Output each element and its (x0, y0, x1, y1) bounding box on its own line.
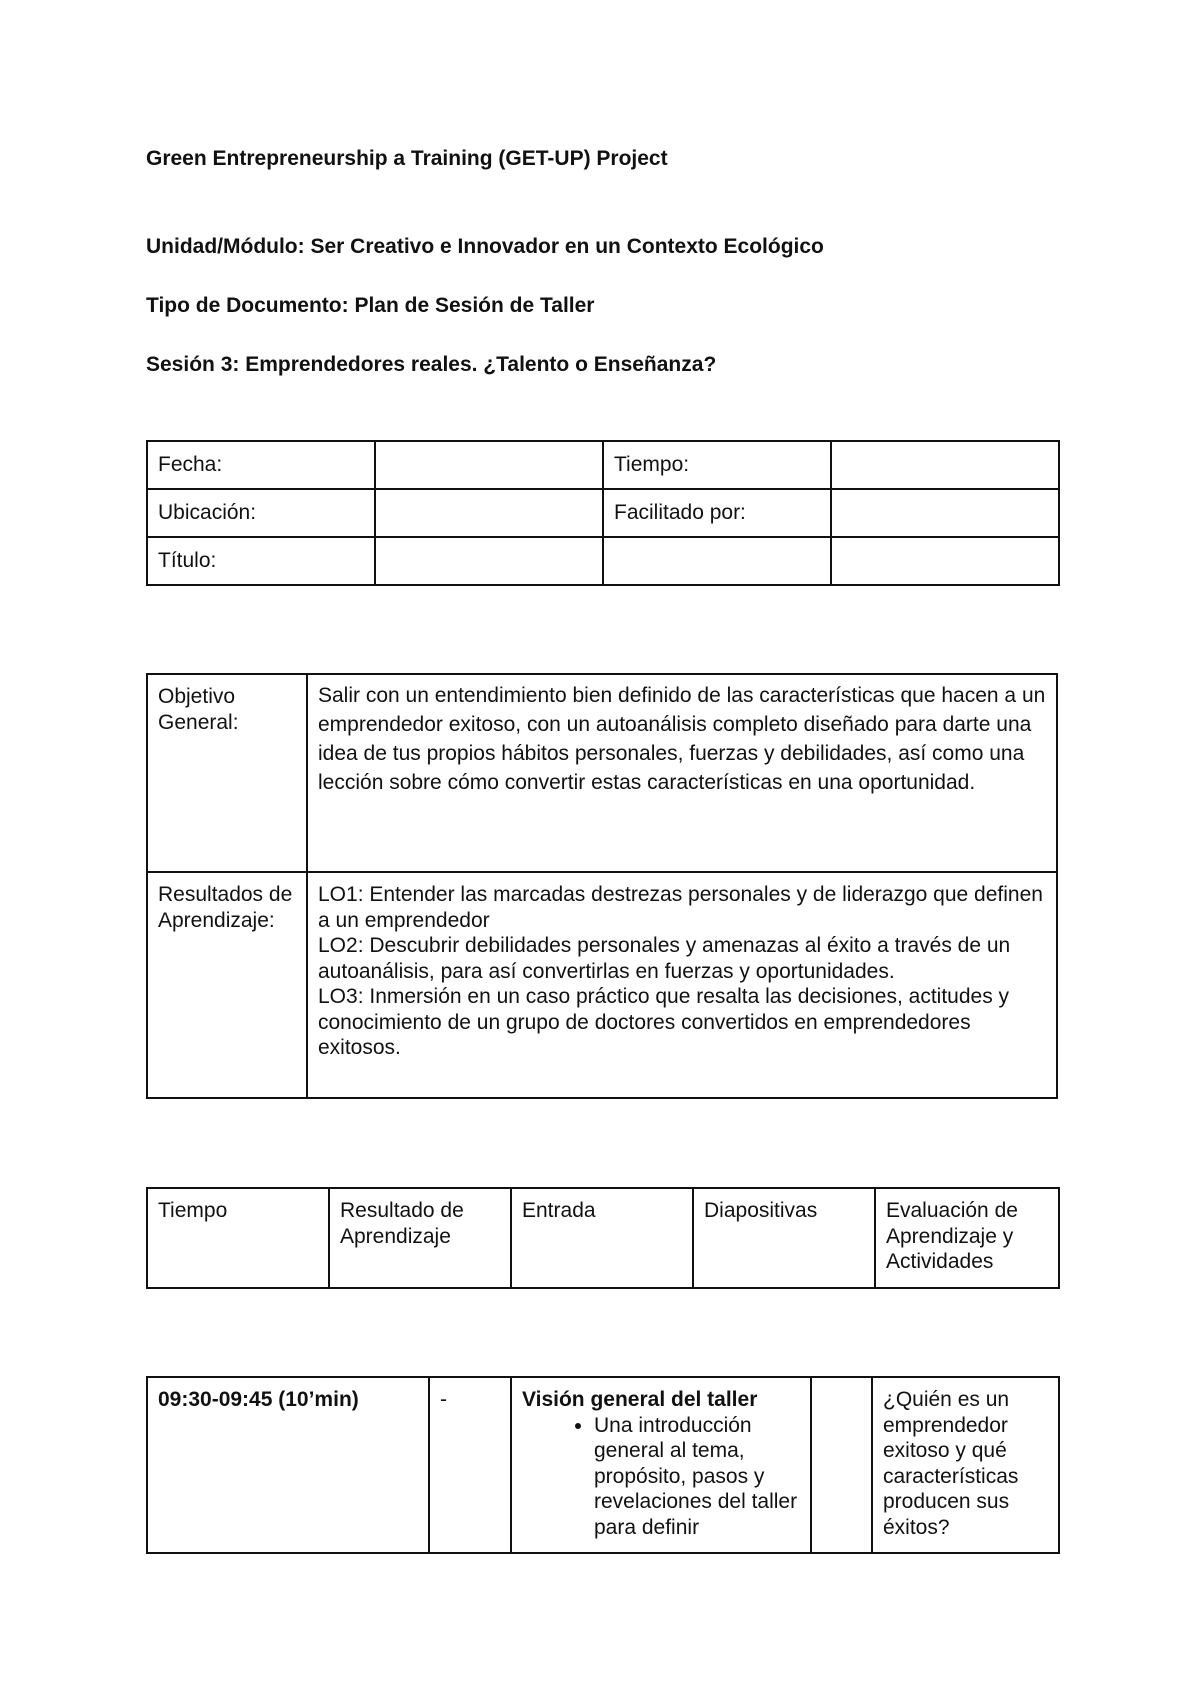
objetivo-label: Objetivo General: (147, 674, 307, 872)
facilitado-label: Facilitado por: (603, 489, 831, 537)
objetivo-text: Salir con un entendimiento bien definido de las características que hacen a un emprendedor exitoso, con un autoanálisis completo diseñado para darte una idea de tus propios hábitos personales, fuerzas y debilidades, así como una lección sobre cómo convertir estas características en una oportunidad. (307, 674, 1057, 872)
entrada-list (522, 1413, 800, 1541)
row-time: 09:30-09:45 (10’min) (147, 1377, 429, 1553)
header-entrada: Entrada (511, 1188, 693, 1288)
doctype-line: Tipo de Documento: Plan de Sesión de Taller (146, 294, 595, 317)
empty-cell (603, 537, 831, 585)
table-row (147, 872, 1057, 1098)
facilitado-value-cell (831, 489, 1059, 537)
lo1-text: LO1: Entender las marcadas destrezas personales y de liderazgo que definen a un emprendedor (318, 883, 1043, 932)
lo3-text: LO3: Inmersión en un caso práctico que resalta las decisiones, actitudes y conocimiento de un grupo de doctores convertidos en emprendedores exitosos. (318, 985, 1010, 1059)
schedule-row-table (146, 1376, 1060, 1554)
titulo-label: Título: (147, 537, 375, 585)
header-resultado: Resultado de Aprendizaje (329, 1188, 511, 1288)
resultados-label: Resultados de Aprendizaje: (147, 872, 307, 1098)
row-entrada (511, 1377, 811, 1553)
table-row (147, 1188, 1059, 1288)
ubicacion-label: Ubicación: (147, 489, 375, 537)
lo2-text: LO2: Descubrir debilidades personales y amenazas al éxito a través de un autoanálisis, para así convertirlas en fuerzas y oportunidades. (318, 934, 1011, 983)
tiempo-value-cell (831, 441, 1059, 489)
fecha-value-cell (375, 441, 603, 489)
tiempo-label: Tiempo: (603, 441, 831, 489)
unit-line: Unidad/Módulo: Ser Creativo e Innovador en un Contexto Ecológico (146, 235, 824, 258)
row-diapositivas (811, 1377, 872, 1553)
entrada-title: Visión general del taller (522, 1388, 758, 1411)
info-table (146, 440, 1060, 586)
ubicacion-value-cell (375, 489, 603, 537)
project-title: Green Entrepreneurship a Training (GET-UP) Project (146, 147, 668, 170)
session-line: Sesión 3: Emprendedores reales. ¿Talento o Enseñanza? (146, 353, 717, 376)
row-evaluacion: ¿Quién es un emprendedor exitoso y qué características producen sus éxitos? (872, 1377, 1059, 1553)
fecha-label: Fecha: (147, 441, 375, 489)
learning-outcomes (307, 872, 1057, 1098)
header-evaluacion: Evaluación de Aprendizaje y Actividades (875, 1188, 1059, 1288)
table-row (147, 1377, 1059, 1553)
schedule-header-table (146, 1187, 1060, 1289)
table-row (147, 441, 1059, 489)
table-row (147, 489, 1059, 537)
table-row (147, 674, 1057, 872)
header-tiempo: Tiempo (147, 1188, 329, 1288)
empty-cell (831, 537, 1059, 585)
table-row (147, 537, 1059, 585)
titulo-value-cell (375, 537, 603, 585)
row-outcome: - (429, 1377, 511, 1553)
objectives-table (146, 673, 1058, 1099)
header-diapositivas: Diapositivas (693, 1188, 875, 1288)
list-item: • Una introducción general al tema, propósito, pasos y revelaciones del taller para definir (594, 1413, 800, 1541)
